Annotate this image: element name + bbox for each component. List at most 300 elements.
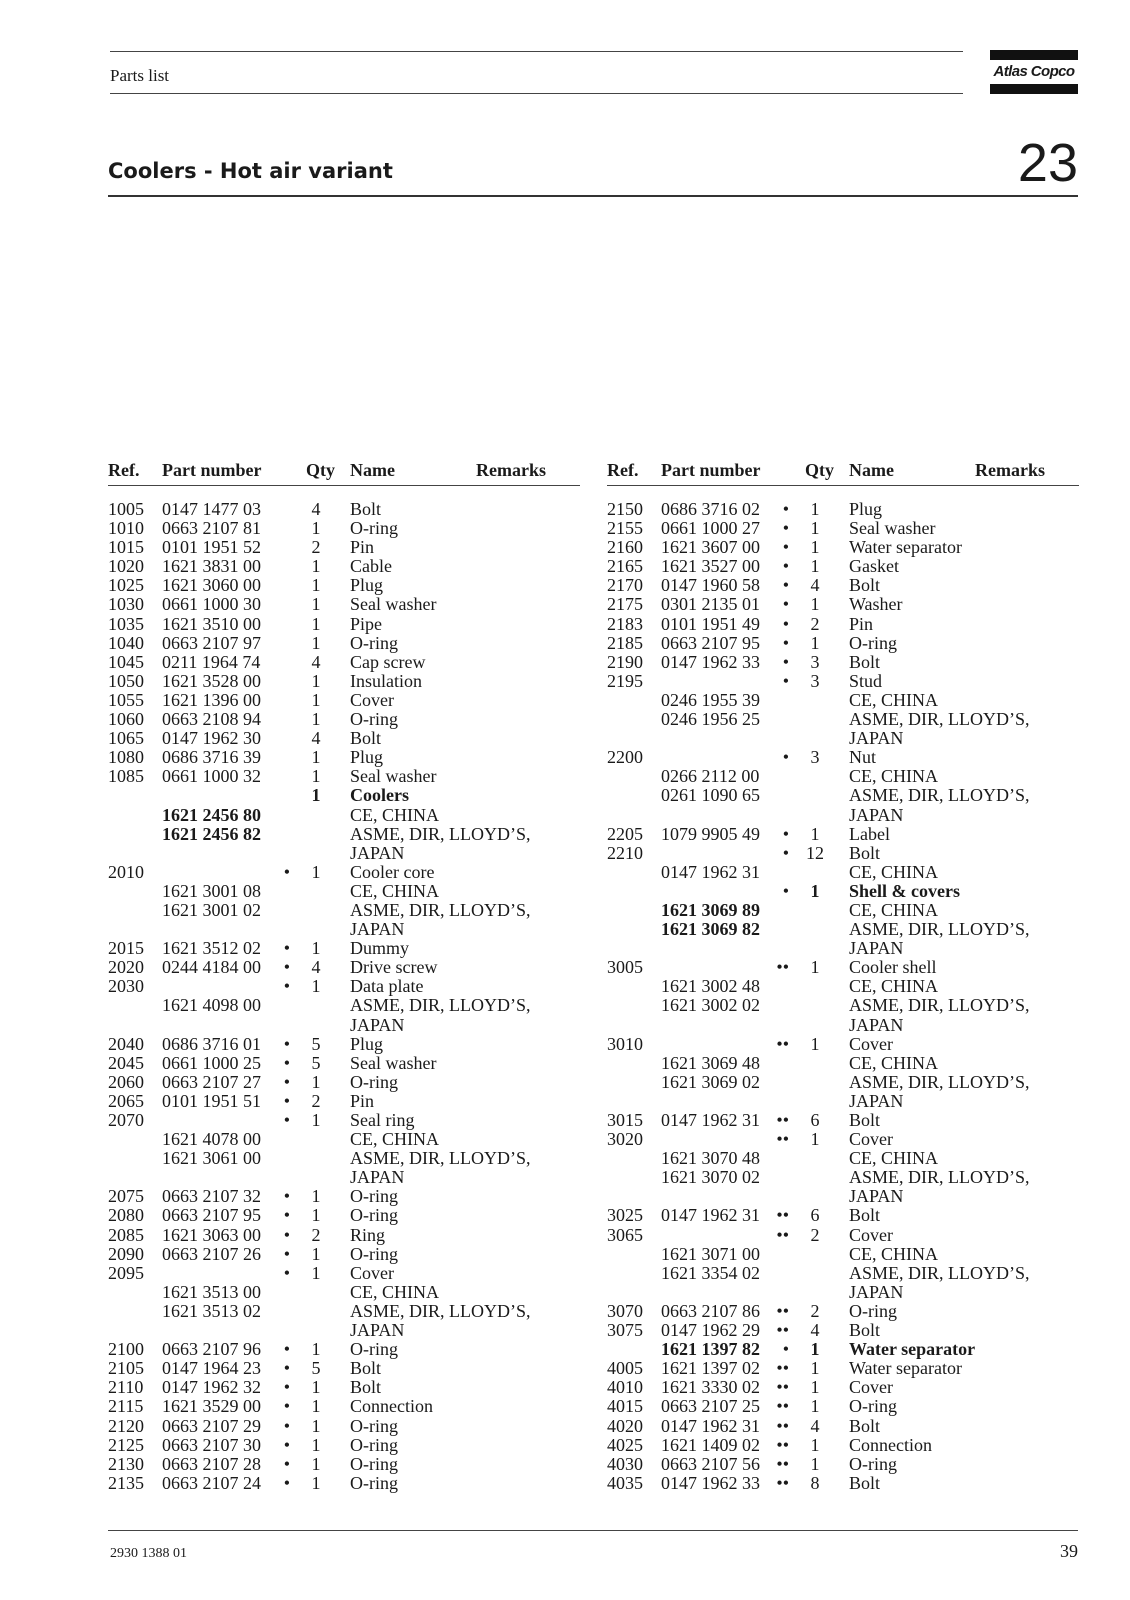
table-row: [108, 1474, 580, 1493]
table-row: [108, 825, 580, 844]
document-number: 2930 1388 01: [110, 1546, 187, 1561]
part-number-cell: 1621 1409 02: [661, 1434, 760, 1455]
name-cell: Cover: [849, 1129, 893, 1150]
qty-cell: 5: [311, 1052, 321, 1073]
part-number-cell: 0663 2107 27: [162, 1071, 261, 1092]
qty-cell: 1: [311, 1205, 321, 1226]
level-dots: •: [782, 1339, 789, 1360]
qty-cell: 1: [311, 861, 321, 882]
table-row: [607, 729, 1079, 748]
name-cell: Bolt: [849, 1110, 881, 1130]
name-cell: JAPAN: [849, 1090, 904, 1111]
part-number-cell: 0101 1951 49: [661, 613, 760, 634]
name-cell: JAPAN: [350, 1167, 405, 1188]
table-row: [607, 1073, 1079, 1092]
level-dots: •: [782, 632, 789, 653]
table-row: [108, 844, 580, 863]
table-row: [607, 1035, 1079, 1054]
table-row: [108, 939, 580, 958]
table-row: [607, 1474, 1079, 1493]
part-number-cell: 0147 1964 23: [162, 1358, 261, 1379]
name-cell: Bolt: [849, 1320, 881, 1341]
table-row: [108, 710, 580, 729]
level-dots: •: [283, 976, 290, 997]
header-part-number: Part number: [661, 460, 761, 480]
table-row: [607, 939, 1079, 958]
header-label: Parts list: [110, 66, 170, 85]
name-cell: ASME, DIR, LLOYD’S,: [350, 899, 531, 920]
ref-cell: 3025: [607, 1205, 643, 1226]
part-number-cell: 1621 3069 82: [661, 919, 760, 940]
qty-cell: 1: [810, 1453, 820, 1474]
table-row: [108, 1417, 580, 1436]
table-row: [607, 786, 1079, 805]
table-row: [108, 806, 580, 825]
section-number: 23: [1017, 133, 1078, 193]
table-row: [607, 1245, 1079, 1264]
qty-cell: 1: [311, 594, 321, 615]
part-number-cell: 0663 2107 86: [661, 1300, 760, 1321]
table-row: [607, 1054, 1079, 1073]
table-row: [108, 1092, 580, 1111]
table-row: [108, 1226, 580, 1245]
qty-cell: 1: [810, 1339, 820, 1360]
part-number-cell: 0147 1962 33: [661, 1472, 760, 1493]
qty-cell: 1: [311, 1377, 321, 1398]
level-dots: •: [283, 938, 290, 959]
name-cell: Connection: [350, 1396, 433, 1417]
part-number-cell: 0663 2107 56: [661, 1453, 760, 1474]
name-cell: Bolt: [849, 1472, 881, 1493]
name-cell: O-ring: [350, 1453, 398, 1474]
table-row: [607, 519, 1079, 538]
name-cell: ASME, DIR, LLOYD’S,: [849, 919, 1030, 940]
name-cell: Washer: [849, 594, 903, 615]
part-number-cell: 0661 1000 27: [661, 518, 760, 539]
level-dots: ••: [776, 1434, 789, 1455]
part-number-cell: 0244 4184 00: [162, 957, 261, 978]
ref-cell: 3010: [607, 1033, 643, 1054]
table-row: [607, 634, 1079, 653]
part-number-cell: 1621 2456 80: [162, 804, 261, 825]
qty-cell: 1: [810, 957, 820, 978]
level-dots: ••: [776, 1129, 789, 1150]
part-number-cell: 1621 3069 89: [661, 899, 760, 920]
name-cell: CE, CHINA: [849, 976, 938, 997]
name-cell: O-ring: [849, 1300, 897, 1321]
table-row: [607, 615, 1079, 634]
name-cell: Cooler core: [350, 861, 435, 882]
header-top-rule: [110, 51, 963, 52]
qty-cell: 1: [810, 556, 820, 577]
qty-cell: 1: [810, 1129, 820, 1150]
level-dots: •: [283, 1453, 290, 1474]
level-dots: •: [283, 1090, 290, 1111]
qty-cell: 1: [810, 1434, 820, 1455]
name-cell: CE, CHINA: [849, 899, 938, 920]
name-cell: ASME, DIR, LLOYD’S,: [849, 709, 1030, 730]
level-dots: ••: [776, 1453, 789, 1474]
name-cell: JAPAN: [849, 938, 904, 959]
level-dots: •: [283, 1472, 290, 1493]
qty-cell: 4: [810, 575, 820, 596]
part-number-cell: 0663 2107 26: [162, 1243, 261, 1264]
name-cell: Plug: [849, 499, 883, 519]
part-number-cell: 0663 2107 24: [162, 1472, 261, 1493]
table-row: [607, 1092, 1079, 1111]
table-row: [607, 977, 1079, 996]
table-row: [108, 595, 580, 614]
part-number-cell: 0261 1090 65: [661, 785, 760, 806]
ref-cell: 2135: [108, 1472, 144, 1493]
qty-cell: 1: [311, 689, 321, 710]
name-cell: O-ring: [350, 1186, 398, 1207]
ref-cell: 2120: [108, 1415, 144, 1436]
ref-cell: 2030: [108, 976, 144, 997]
name-cell: Nut: [849, 747, 876, 768]
ref-cell: 1015: [108, 537, 144, 558]
part-number-cell: 0661 1000 32: [162, 766, 261, 787]
header-ref: Ref.: [108, 460, 140, 480]
table-row: [108, 786, 580, 805]
name-cell: Bolt: [849, 651, 881, 672]
level-dots: •: [782, 594, 789, 615]
name-cell: ASME, DIR, LLOYD’S,: [350, 823, 531, 844]
part-number-cell: 0663 2107 25: [661, 1396, 760, 1417]
name-cell: Ring: [350, 1224, 386, 1245]
name-cell: Cover: [849, 1377, 893, 1398]
name-cell: O-ring: [350, 709, 398, 730]
part-number-cell: 1621 1397 02: [661, 1358, 760, 1379]
name-cell: Cooler shell: [849, 957, 937, 978]
table-row: [607, 1321, 1079, 1340]
table-row: [607, 710, 1079, 729]
table-row: [607, 844, 1079, 863]
name-cell: Insulation: [350, 670, 422, 691]
level-dots: ••: [776, 1224, 789, 1245]
level-dots: •: [283, 861, 290, 882]
part-number-cell: 0101 1951 51: [162, 1090, 261, 1111]
table-row: [108, 1283, 580, 1302]
table-row: [607, 1264, 1079, 1283]
level-dots: •: [782, 880, 789, 901]
parts-table-right: [607, 460, 1079, 1493]
table-row: [607, 863, 1079, 882]
qty-cell: 3: [810, 747, 820, 768]
table-row: [607, 1359, 1079, 1378]
table-row: [108, 1264, 580, 1283]
name-cell: O-ring: [350, 518, 398, 539]
level-dots: •: [782, 537, 789, 558]
qty-cell: 1: [810, 1377, 820, 1398]
ref-cell: 2070: [108, 1110, 144, 1130]
table-row: [108, 977, 580, 996]
table-row: [108, 538, 580, 557]
qty-cell: 1: [810, 518, 820, 539]
ref-cell: 4030: [607, 1453, 643, 1474]
table-row: [607, 901, 1079, 920]
table-row: [108, 1455, 580, 1474]
part-number-cell: 0661 1000 25: [162, 1052, 261, 1073]
qty-cell: 2: [311, 1224, 321, 1245]
part-number-cell: 0663 2108 94: [162, 709, 261, 730]
table-body: [607, 500, 1079, 1493]
table-row: [607, 1436, 1079, 1455]
table-row: [108, 576, 580, 595]
ref-cell: 1045: [108, 651, 144, 672]
part-number-cell: 0663 2107 29: [162, 1415, 261, 1436]
ref-cell: 3005: [607, 957, 643, 978]
name-cell: Stud: [849, 670, 883, 691]
name-cell: Water separator: [849, 1358, 962, 1379]
level-dots: ••: [776, 1377, 789, 1398]
level-dots: •: [283, 1071, 290, 1092]
qty-cell: 4: [810, 1320, 820, 1341]
qty-cell: 12: [806, 842, 824, 863]
name-cell: CE, CHINA: [849, 1052, 938, 1073]
level-dots: •: [782, 613, 789, 634]
level-dots: •: [283, 1110, 290, 1130]
level-dots: •: [782, 670, 789, 691]
qty-cell: 1: [810, 1033, 820, 1054]
name-cell: O-ring: [350, 1415, 398, 1436]
table-row: [607, 1149, 1079, 1168]
ref-cell: 2210: [607, 842, 643, 863]
table-row: [108, 634, 580, 653]
ref-cell: 2020: [108, 957, 144, 978]
table-row: [607, 1417, 1079, 1436]
header-ref: Ref.: [607, 460, 639, 480]
ref-cell: 1035: [108, 613, 144, 634]
level-dots: ••: [776, 1396, 789, 1417]
qty-cell: 1: [311, 766, 321, 787]
name-cell: Cable: [350, 556, 392, 577]
table-row: [108, 1397, 580, 1416]
name-cell: JAPAN: [849, 804, 904, 825]
name-cell: ASME, DIR, LLOYD’S,: [350, 1148, 531, 1169]
name-cell: CE, CHINA: [350, 880, 439, 901]
ref-cell: 2170: [607, 575, 643, 596]
part-number-cell: 0211 1964 74: [162, 651, 261, 672]
level-dots: •: [283, 1377, 290, 1398]
table-row: [607, 1283, 1079, 1302]
level-dots: •: [283, 957, 290, 978]
level-dots: •: [283, 1224, 290, 1245]
table-row: [607, 996, 1079, 1015]
ref-cell: 2195: [607, 670, 643, 691]
name-cell: ASME, DIR, LLOYD’S,: [849, 1071, 1030, 1092]
name-cell: Label: [849, 823, 890, 844]
header-remarks: Remarks: [476, 460, 546, 480]
level-dots: •: [782, 499, 789, 519]
ref-cell: 2205: [607, 823, 643, 844]
qty-cell: 6: [810, 1205, 820, 1226]
part-number-cell: 1621 2456 82: [162, 823, 261, 844]
name-cell: O-ring: [350, 1071, 398, 1092]
ref-cell: 2130: [108, 1453, 144, 1474]
part-number-cell: 0147 1960 58: [661, 575, 760, 596]
part-number-cell: 1621 3330 02: [661, 1377, 760, 1398]
name-cell: Plug: [350, 747, 384, 768]
table-row: [108, 1130, 580, 1149]
part-number-cell: 0663 2107 96: [162, 1339, 261, 1360]
ref-cell: 1020: [108, 556, 144, 577]
ref-cell: 4010: [607, 1377, 643, 1398]
table-row: [108, 1378, 580, 1397]
table-row: [607, 1187, 1079, 1206]
level-dots: ••: [776, 1205, 789, 1226]
ref-cell: 1040: [108, 632, 144, 653]
qty-cell: 4: [810, 1415, 820, 1436]
level-dots: •: [283, 1243, 290, 1264]
name-cell: JAPAN: [849, 1281, 904, 1302]
part-number-cell: 0663 2107 30: [162, 1434, 261, 1455]
ref-cell: 2190: [607, 651, 643, 672]
ref-cell: 4005: [607, 1358, 643, 1379]
part-number-cell: 1621 3071 00: [661, 1243, 760, 1264]
qty-cell: 1: [311, 709, 321, 730]
ref-cell: 1065: [108, 728, 144, 749]
table-row: [607, 538, 1079, 557]
table-row: [108, 1436, 580, 1455]
page-number: 39: [1060, 1541, 1078, 1561]
table-row: [108, 1016, 580, 1035]
level-dots: •: [283, 1434, 290, 1455]
name-cell: Seal washer: [849, 518, 936, 539]
level-dots: •: [283, 1262, 290, 1283]
name-cell: Seal ring: [350, 1110, 415, 1130]
ref-cell: 2095: [108, 1262, 144, 1283]
table-row: [108, 691, 580, 710]
qty-cell: 4: [311, 499, 321, 519]
part-number-cell: 1621 3061 00: [162, 1148, 261, 1169]
part-number-cell: 0147 1962 31: [661, 861, 760, 882]
qty-cell: 2: [810, 613, 820, 634]
table-row: [108, 1111, 580, 1130]
table-row: [108, 767, 580, 786]
name-cell: JAPAN: [849, 1014, 904, 1035]
ref-cell: 3015: [607, 1110, 643, 1130]
table-row: [108, 653, 580, 672]
name-cell: Seal washer: [350, 766, 437, 787]
table-row: [607, 500, 1079, 519]
part-number-cell: 0246 1956 25: [661, 709, 760, 730]
level-dots: •: [283, 1339, 290, 1360]
name-cell: Seal washer: [350, 594, 437, 615]
table-row: [607, 1302, 1079, 1321]
header-qty: Qty: [306, 460, 335, 480]
name-cell: JAPAN: [350, 1014, 405, 1035]
qty-cell: 1: [311, 1110, 321, 1130]
table-row: [108, 748, 580, 767]
name-cell: ASME, DIR, LLOYD’S,: [849, 785, 1030, 806]
part-number-cell: 1621 3070 48: [661, 1148, 760, 1169]
part-number-cell: 1621 3510 00: [162, 613, 261, 634]
table-header: [607, 460, 1079, 486]
name-cell: CE, CHINA: [849, 1148, 938, 1169]
qty-cell: 3: [810, 670, 820, 691]
table-row: [607, 1455, 1079, 1474]
name-cell: O-ring: [849, 632, 897, 653]
part-number-cell: 1621 1397 82: [661, 1339, 760, 1360]
name-cell: O-ring: [849, 1396, 897, 1417]
table-row: [607, 882, 1079, 901]
part-number-cell: 1621 3831 00: [162, 556, 261, 577]
level-dots: ••: [776, 1300, 789, 1321]
name-cell: Seal washer: [350, 1052, 437, 1073]
ref-cell: 2080: [108, 1205, 144, 1226]
qty-cell: 1: [311, 670, 321, 691]
name-cell: O-ring: [849, 1453, 897, 1474]
title-rule: [108, 195, 1078, 197]
part-number-cell: 0663 2107 95: [661, 632, 760, 653]
qty-cell: 1: [311, 976, 321, 997]
table-row: [108, 882, 580, 901]
part-number-cell: 1621 3001 02: [162, 899, 261, 920]
ref-cell: 2060: [108, 1071, 144, 1092]
qty-cell: 1: [810, 594, 820, 615]
ref-cell: 1055: [108, 689, 144, 710]
part-number-cell: 1621 3512 02: [162, 938, 261, 959]
name-cell: Bolt: [350, 728, 382, 749]
logo-bottom-bar: [990, 84, 1078, 94]
qty-cell: 1: [311, 1186, 321, 1207]
level-dots: •: [782, 556, 789, 577]
ref-cell: 2085: [108, 1224, 144, 1245]
ref-cell: 2100: [108, 1339, 144, 1360]
ref-cell: 2125: [108, 1434, 144, 1455]
level-dots: ••: [776, 1033, 789, 1054]
qty-cell: 1: [311, 1396, 321, 1417]
qty-cell: 1: [810, 499, 820, 519]
name-cell: CE, CHINA: [849, 861, 938, 882]
part-number-cell: 1621 3528 00: [162, 670, 261, 691]
part-number-cell: 0663 2107 97: [162, 632, 261, 653]
part-number-cell: 0147 1962 33: [661, 651, 760, 672]
part-number-cell: 0147 1962 31: [661, 1205, 760, 1226]
name-cell: Cover: [350, 1262, 394, 1283]
table-header: [108, 460, 580, 486]
ref-cell: 2015: [108, 938, 144, 959]
name-cell: Bolt: [849, 575, 881, 596]
qty-cell: 6: [810, 1110, 820, 1130]
part-number-cell: 0147 1477 03: [162, 499, 261, 519]
name-cell: Plug: [350, 575, 384, 596]
qty-cell: 1: [810, 823, 820, 844]
qty-cell: 3: [810, 651, 820, 672]
ref-cell: 3075: [607, 1320, 643, 1341]
name-cell: O-ring: [350, 1243, 398, 1264]
ref-cell: 2115: [108, 1396, 144, 1417]
part-number-cell: 1621 3069 48: [661, 1052, 760, 1073]
name-cell: Bolt: [350, 499, 382, 519]
header-qty: Qty: [805, 460, 834, 480]
ref-cell: 2183: [607, 613, 643, 634]
part-number-cell: 1621 3354 02: [661, 1262, 760, 1283]
table-row: [108, 1073, 580, 1092]
ref-cell: 2165: [607, 556, 643, 577]
name-cell: Water separator: [849, 537, 962, 558]
table-row: [108, 958, 580, 977]
table-row: [108, 1245, 580, 1264]
qty-cell: 2: [810, 1224, 820, 1245]
table-row: [607, 595, 1079, 614]
qty-cell: 4: [311, 957, 321, 978]
table-row: [607, 1016, 1079, 1035]
name-cell: CE, CHINA: [350, 804, 439, 825]
name-cell: Plug: [350, 1033, 384, 1054]
ref-cell: 2175: [607, 594, 643, 615]
